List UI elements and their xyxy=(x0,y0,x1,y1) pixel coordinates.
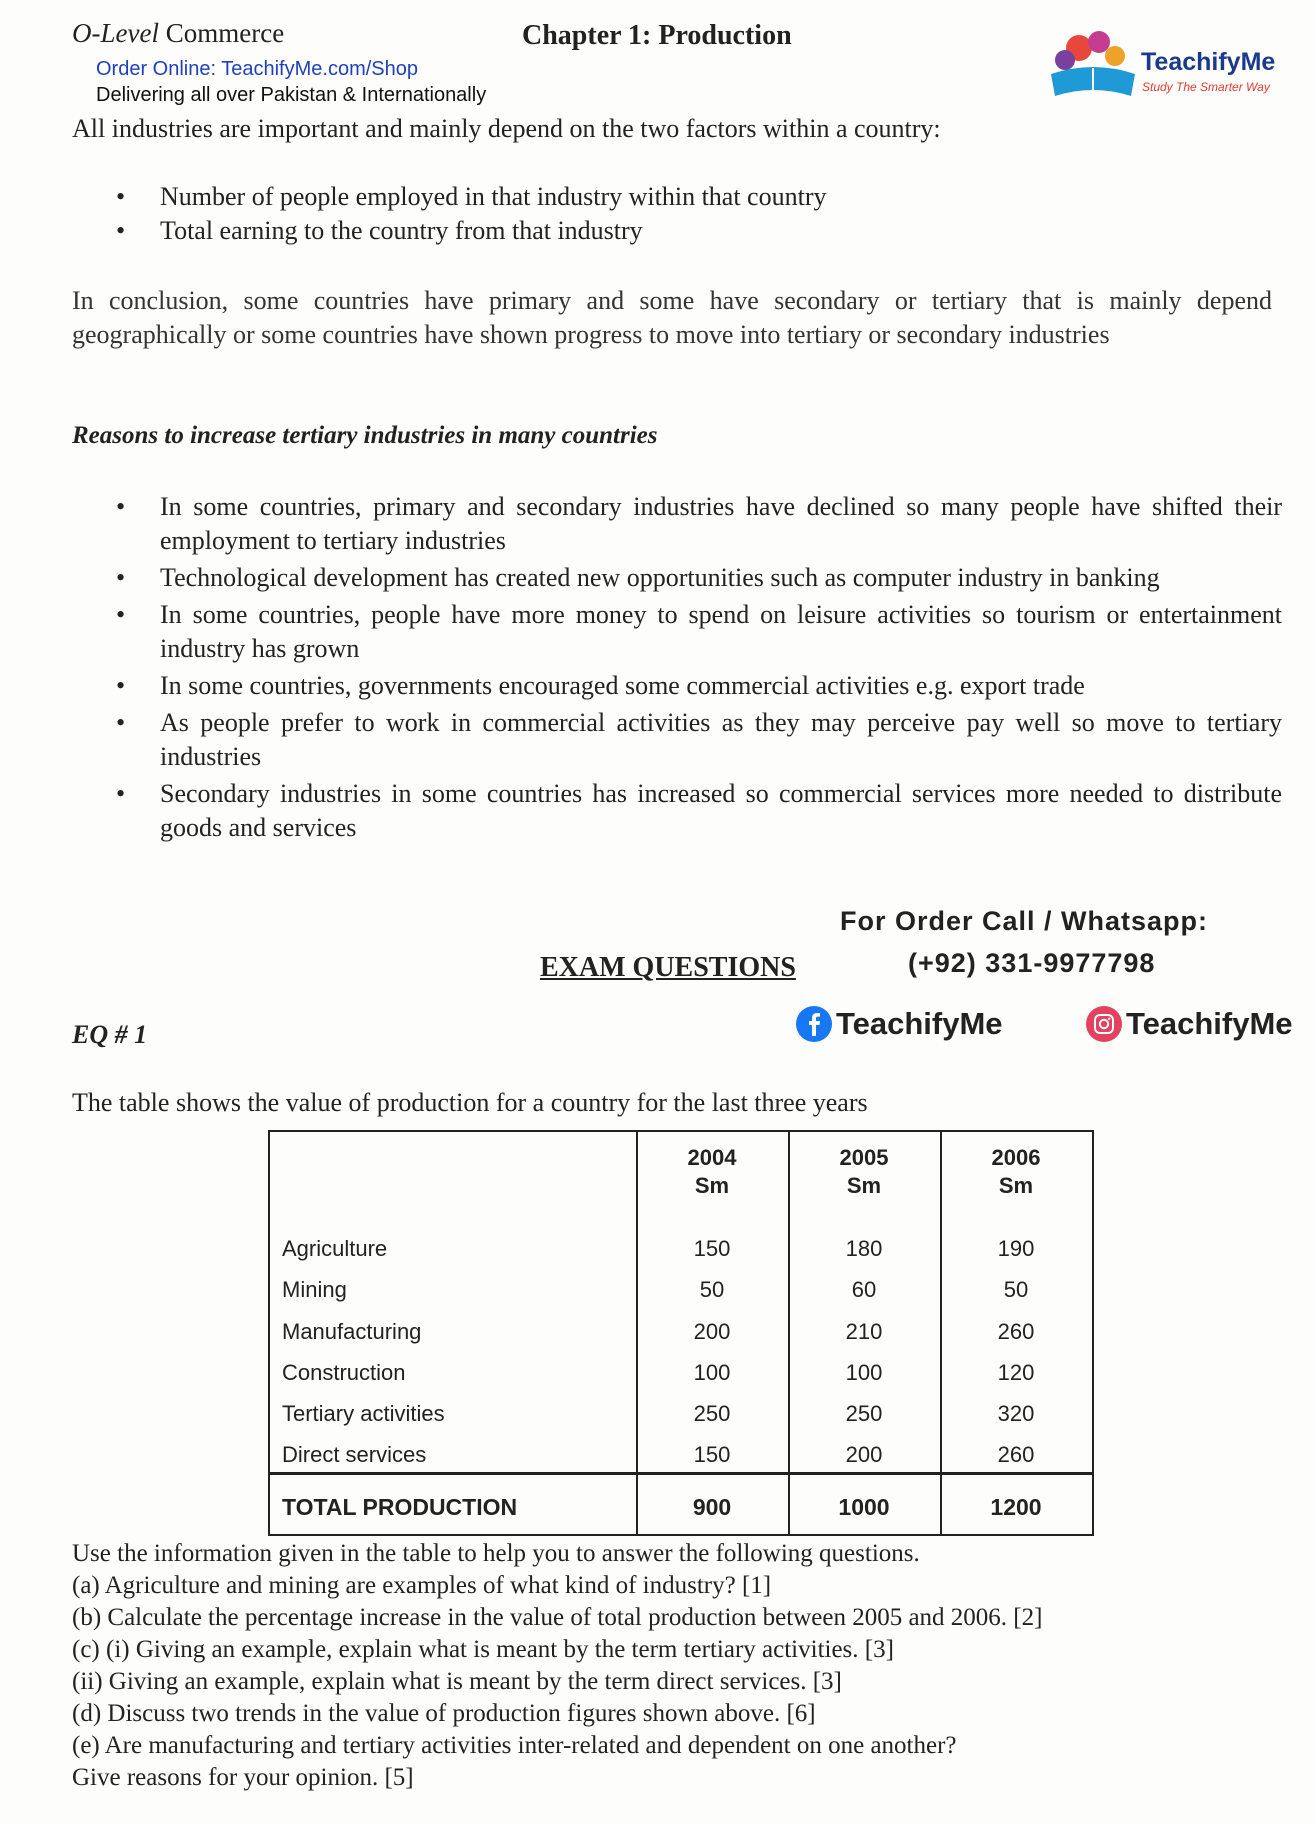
instagram-handle: TeachifyMe xyxy=(1126,1006,1293,1041)
question-line: (d) Discuss two trends in the value of production figures shown above. [6] xyxy=(72,1700,816,1727)
reasons-list xyxy=(72,490,1282,848)
question-line: (c) (i) Giving an example, explain what is meant by the term tertiary activities. [3] xyxy=(72,1636,894,1663)
list-item: • As people prefer to work in commercial activities as they may perceive pay well so move to tertiary industries xyxy=(116,708,1282,771)
phone-number[interactable]: (+92) 331-9977798 xyxy=(908,948,1156,978)
year-header-2004: 2004 Sm xyxy=(687,1145,737,1198)
conclusion-paragraph: In conclusion, some countries have primary and some have secondary or tertiary that is mainly depend geographically or some countries have shown progress to move into tertiary or secondary industries xyxy=(72,286,1272,349)
logo-name: TeachifyMe xyxy=(1141,48,1276,76)
teachifyme-logo xyxy=(1045,22,1275,102)
instagram-link[interactable] xyxy=(1086,1006,1293,1042)
question-line: (ii) Giving an example, explain what is meant by the term direct services. [3] xyxy=(72,1668,842,1695)
bullet-icon: • xyxy=(116,708,126,737)
bullet-icon: • xyxy=(116,492,126,521)
list-item: • Secondary industries in some countries has increased so commercial services more needed to distribute goods and services xyxy=(116,779,1282,842)
question-line: Give reasons for your opinion. [5] xyxy=(72,1764,414,1791)
list-item: • In some countries, people have more money to spend on leisure activities so tourism or entertainment industry has grown xyxy=(116,600,1282,663)
list-item: • Technological development has created new opportunities such as computer industry in banking xyxy=(72,561,1282,595)
question-line: (e) Are manufacturing and tertiary activities inter-related and dependent on one another? xyxy=(72,1732,957,1759)
bullet-icon: • xyxy=(116,182,126,211)
facebook-handle: TeachifyMe xyxy=(836,1006,1003,1041)
subject-name: Commerce xyxy=(165,18,285,48)
subject-prefix: O-Level xyxy=(72,18,159,48)
facebook-link[interactable] xyxy=(796,1006,1003,1042)
question-line: (a) Agriculture and mining are examples of what kind of industry? [1] xyxy=(72,1572,772,1599)
list-item: • Number of people employed in that industry within that country xyxy=(72,180,1272,214)
facebook-icon xyxy=(796,1006,832,1042)
bullet-icon: • xyxy=(116,563,126,592)
order-call-text: For Order Call / Whatsapp: xyxy=(840,906,1209,936)
list-item: • In some countries, primary and secondary industries have declined so many people have shifted their employment to tertiary industries xyxy=(116,492,1282,555)
chapter-title: Chapter 1: Production xyxy=(522,20,792,51)
instagram-icon xyxy=(1086,1006,1122,1042)
question-line: Use the information given in the table to help you to answer the following questions. xyxy=(72,1540,920,1567)
bullet-icon: • xyxy=(116,779,126,808)
bullet-icon: • xyxy=(116,216,126,245)
delivering-note: Delivering all over Pakistan & Internationally xyxy=(96,84,487,106)
bullet-icon: • xyxy=(116,671,126,700)
production-table: 2004 Sm 2005 Sm 2006 Sm Agriculture 150 180 190 Mining 50 60 50 Manufacturing 200 210 260 Construction 100 100 120 Tertiary activities 250 250 320 Direct services 150 200 260 TOTAL PRODUCTION 900 1000 1200 xyxy=(268,1130,1094,1536)
eq-label: EQ # 1 xyxy=(72,1020,148,1049)
table-intro: The table shows the value of production for a country for the last three years xyxy=(72,1088,868,1117)
subject-heading xyxy=(72,18,284,49)
list-item: • In some countries, governments encouraged some commercial activities e.g. export trade xyxy=(72,669,1282,703)
questions-block xyxy=(72,1538,1292,1794)
exam-questions-heading: EXAM QUESTIONS xyxy=(540,952,796,983)
logo-book-icon xyxy=(1045,22,1141,102)
reasons-heading: Reasons to increase tertiary industries in many countries xyxy=(72,422,658,449)
intro-paragraph: All industries are important and mainly depend on the two factors within a country: xyxy=(72,114,941,143)
year-header-2005: 2005 Sm xyxy=(839,1145,889,1198)
year-header-2006: 2006 Sm xyxy=(991,1145,1041,1198)
question-line: (b) Calculate the percentage increase in the value of total production between 2005 and 2006. [2] xyxy=(72,1604,1043,1631)
logo-tagline: Study The Smarter Way xyxy=(1142,80,1270,94)
bullet-icon: • xyxy=(116,600,126,629)
factors-list xyxy=(72,180,1272,248)
total-divider xyxy=(270,1472,1092,1475)
list-item: • Total earning to the country from that industry xyxy=(72,214,1272,248)
order-online-link[interactable]: Order Online: TeachifyMe.com/Shop xyxy=(96,58,419,80)
